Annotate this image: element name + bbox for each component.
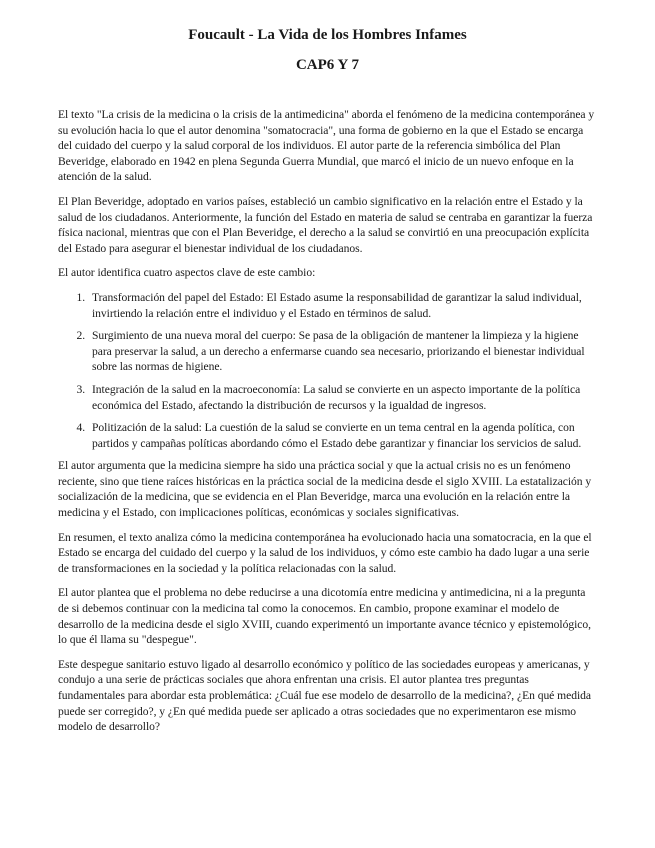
paragraph-questions: Este despegue sanitario estuvo ligado al desarrollo económico y político de las sociedades europeas y americanas, y condujo a una serie de prácticas sociales que ahora enfrentan una crisis. El autor plantea tres preguntas fundamentales para abordar esta problemática: ¿Cuál fue ese modelo de desarrollo de la medicina?, ¿En qué medida puede ser corregido?, y ¿En qué medida puede ser aplicado a otras sociedades que no experimentaron ese mismo modelo de desarrollo? (58, 657, 591, 734)
paragraph-dichotomy: El autor plantea que el problema no debe reducirse a una dicotomía entre medicina y antimedicina, ni a la pregunta de si debemos continuar con la medicina tal como la conocemos. En cambio, propone examinar el modelo de desarrollo de la medicina desde el siglo XVIII, cuando experimentó un importante avance técnico y epistemológico, lo que él llama su "despegue". (58, 586, 591, 647)
document-subtitle: CAP6 Y 7 (295, 57, 360, 73)
paragraph-list-lead: El autor identifica cuatro aspectos clave de este cambio: (58, 266, 316, 280)
list-item: 4. Politización de la salud: La cuestión de la salud se convierte en un tema central en la agenda política, con partidos y campañas políticas abordando cómo el Estado debe garantizar y financiar los servicios de salud. (88, 420, 597, 451)
list-item: 1. Transformación del papel del Estado: El Estado asume la responsabilidad de garantizar la salud individual, invirtiendo la relación entre el individuo y el Estado en términos de salud. (88, 290, 597, 321)
paragraph-intro: El texto "La crisis de la medicina o la crisis de la antimedicina" aborda el fenómeno de la medicina contemporánea y su evolución hacia lo que el autor denomina "somatocracia", una forma de gobierno en la que el Estado se encarga del cuidado del cuerpo y la salud corporal de los individuos. El autor parte de la referencia simbólica del Plan Beveridge, elaborado en 1942 en plena Segunda Guerra Mundial, que marcó el inicio de un nuevo enfoque en la atención de la salud. (58, 108, 595, 184)
document-title: Foucault - La Vida de los Hombres Infames (188, 27, 467, 43)
paragraph-summary: En resumen, el texto analiza cómo la medicina contemporánea ha evolucionado hacia una somatocracia, en la que el Estado se encarga del cuidado del cuerpo y la salud de los individuos, y cómo este cambio ha dado lugar a una serie de transformaciones en la sociedad y la política relacionadas con la salud. (58, 530, 592, 575)
list-item: 3. Integración de la salud en la macroeconomía: La salud se convierte en un aspecto importante de la política económica del Estado, afectando la distribución de recursos y la igualdad de ingresos. (88, 382, 597, 413)
paragraph-social-practice: El autor argumenta que la medicina siempre ha sido una práctica social y que la actual crisis no es un fenómeno reciente, sino que tiene raíces históricas en la práctica social de la medicina desde el siglo XVIII. La estatalización y socialización de la medicina, que se evidencia en el Plan Beveridge, marca una evolución en la relación entre la medicina y el Estado, con implicaciones políticas, económicas y sociales significativas. (58, 459, 592, 520)
document-body (58, 107, 597, 735)
key-aspects-list (58, 290, 597, 451)
paragraph-beveridge: El Plan Beveridge, adoptado en varios países, estableció un cambio significativo en la relación entre el Estado y la salud de los ciudadanos. Anteriormente, la función del Estado en materia de salud se centraba en garantizar la fuerza física nacional, mientras que con el Plan Beveridge, el derecho a la salud se convirtió en una preocupación explícita del Estado para asegurar el bienestar individual de los ciudadanos. (58, 194, 593, 255)
list-item: 2. Surgimiento de una nueva moral del cuerpo: Se pasa de la obligación de mantener la limpieza y la higiene para preservar la salud, a un derecho a enfermarse cuando sea necesario, priorizando el bienestar individual sobre las normas de higiene. (88, 328, 597, 375)
